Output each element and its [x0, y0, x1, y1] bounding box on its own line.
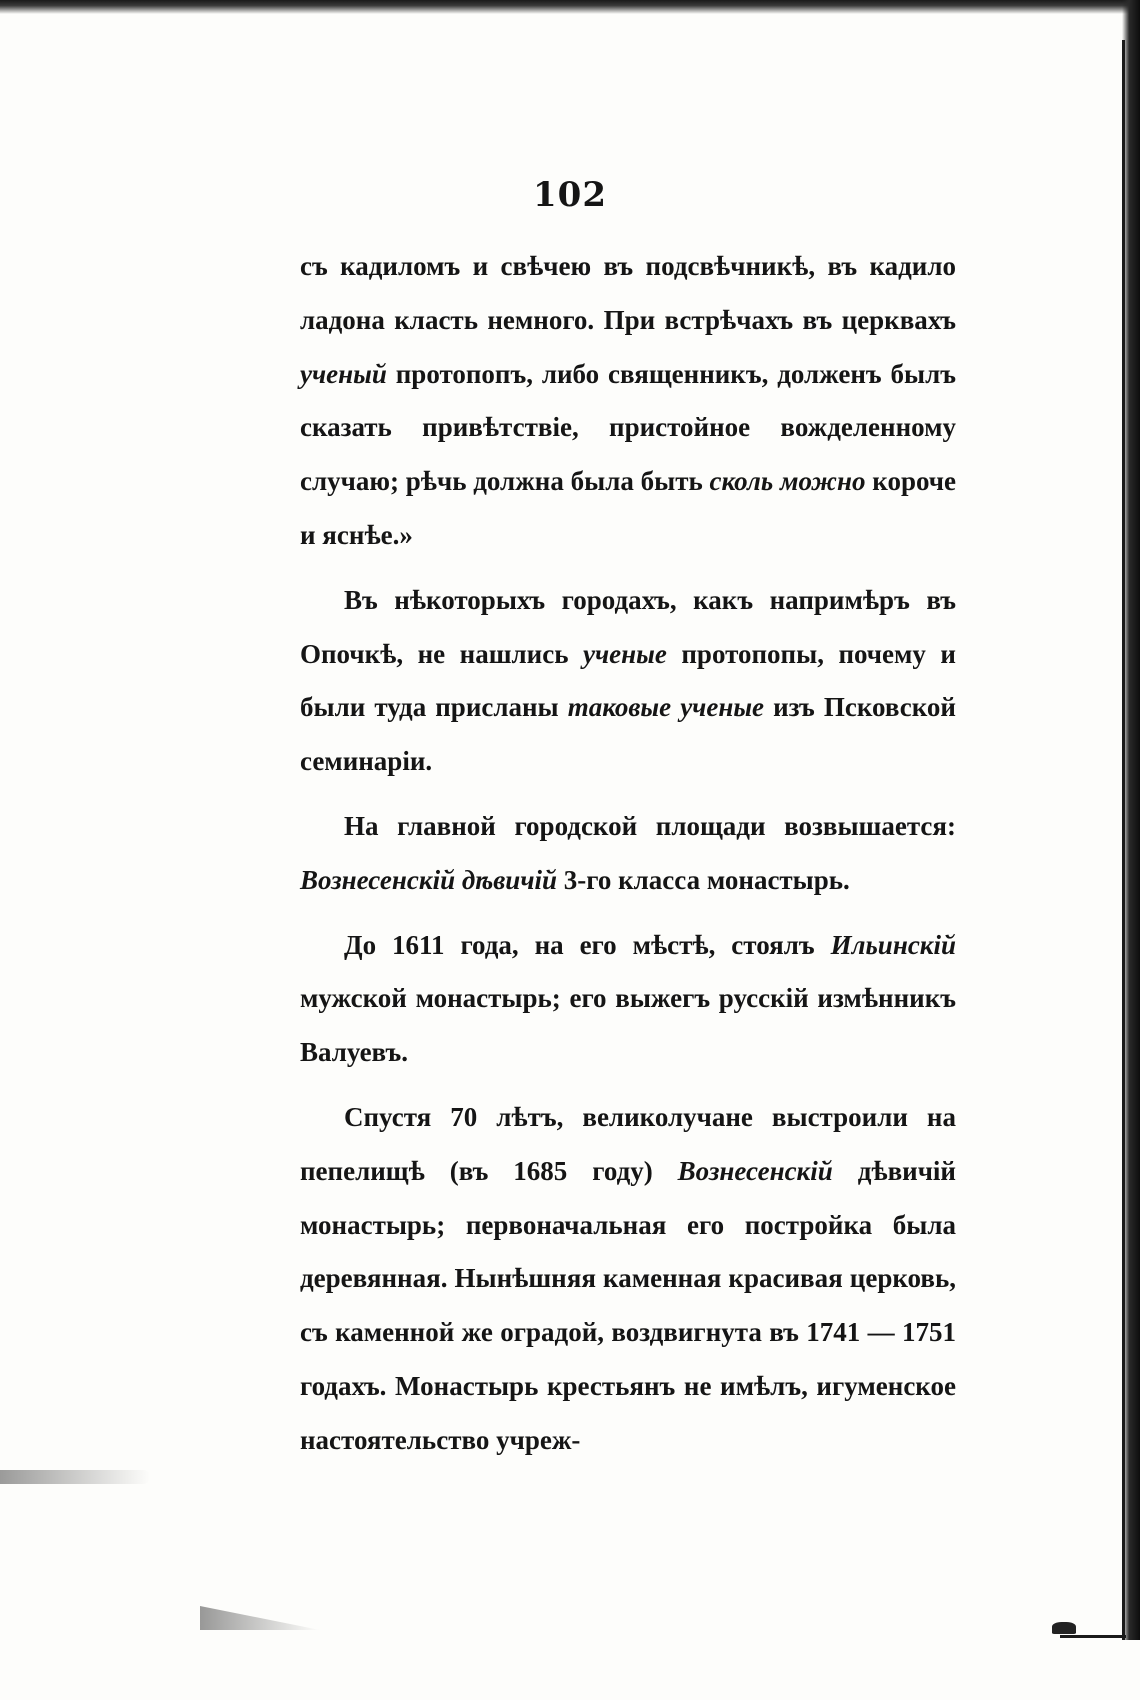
scan-border-top — [0, 0, 1140, 14]
text-segment: протопопы, почему и были туда присланы — [300, 638, 956, 723]
italic-segment: Вознесенскій дѣвичій — [300, 864, 558, 895]
text-segment: До 1611 года, на его мѣстѣ, стоялъ — [344, 929, 831, 960]
text-segment: 3-го класса монастырь. — [557, 864, 850, 895]
text-segment: Спустя 70 лѣтъ, великолучане выстроили на пепелищѣ (въ 1685 году) — [300, 1101, 956, 1186]
italic-segment: ученый — [300, 358, 387, 389]
text-segment: Въ нѣкоторыхъ городахъ, какъ напримѣръ въ Опочкѣ, не нашлись — [300, 584, 956, 669]
text-segment: дѣвичій монастырь; первоначальная его постройка была деревянная. Нынѣшняя каменная красивая церковь, съ каменной же оградой, воздвигнута въ 1741 — 1751 годахъ. Монастырь крестьянъ не имѣлъ, игуменское настоятельство учреж- — [300, 1155, 956, 1455]
page-edge-bottom-line — [1060, 1635, 1126, 1638]
text-segment: На главной городской площади возвышается: — [344, 810, 956, 841]
italic-segment: сколь можно — [709, 466, 866, 497]
body-text — [300, 240, 956, 1479]
italic-segment: ученые — [583, 638, 667, 669]
page-edge-line — [1122, 40, 1125, 1640]
paragraph — [300, 800, 956, 908]
page-number: 102 — [533, 175, 607, 215]
paragraph — [300, 1091, 956, 1468]
paragraph — [300, 574, 956, 789]
scan-smudge-bottom — [200, 1600, 320, 1630]
italic-segment: таковые ученые — [567, 692, 765, 723]
text-segment: изъ Псковской семинаріи. — [300, 692, 956, 777]
italic-segment: Вознесенскій — [677, 1155, 833, 1186]
text-segment: мужской монастырь; его выжегъ русскій измѣнникъ Валуевъ. — [300, 983, 956, 1068]
text-segment: короче и яснѣе.» — [300, 466, 957, 550]
text-segment: протопопъ, либо священникъ, долженъ былъ сказать привѣтствіе, пристойное вожделенному случаю; рѣчь должна была быть — [300, 358, 956, 497]
italic-segment: Ильинскій — [830, 929, 956, 960]
scan-smudge-left — [0, 1470, 150, 1484]
paragraph — [300, 240, 956, 563]
paragraph — [300, 919, 956, 1080]
ink-blot — [1052, 1622, 1076, 1634]
text-segment: съ кадиломъ и свѣчею въ подсвѣчникѣ, въ кадило ладона класть немного. При встрѣчахъ въ церквахъ — [300, 251, 956, 335]
